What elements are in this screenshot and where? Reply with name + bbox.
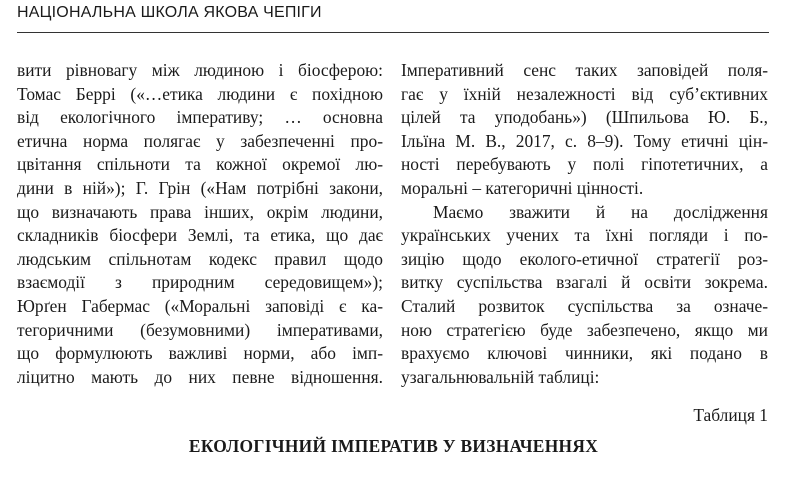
right-column [401,59,768,389]
table-label: Таблиця 1 [693,405,768,425]
text-line: українських учених та їхні погляди і по- [401,225,768,246]
text-line: що формулюють важливі норми, або імп- [17,343,383,364]
table-title: ЕКОЛОГІЧНИЙ ІМПЕРАТИВ У ВИЗНАЧЕННЯХ [188,436,599,456]
text-line: витку суспільства взагалі й освіти зокрема. [401,272,768,293]
text-line: узагальнювальній таблиці: [401,366,600,387]
text-line: ліцитно мають до них певне відношення. [17,366,383,387]
text-line: Юрґен Габермас («Моральні заповіді є ка- [17,295,383,316]
text-line: Маємо зважити й на дослідження [433,201,768,222]
text-line: від екологічного імперативу; … основна [17,107,383,128]
text-line: дини в ній»); Г. Грін («Нам потрібні закони, [17,177,383,198]
text-line: ною стратегією буде забезпечено, якщо ми [401,319,768,340]
text-line: моральні – категоричні цінності. [401,177,644,198]
text-line: що визначають права інших, окрім людини, [17,201,383,222]
running-header: НАЦІОНАЛЬНА ШКОЛА ЯКОВА ЧЕПІГИ [17,4,322,21]
text-line: взаємодії з природним середовищем»); [17,272,383,293]
text-line: складників біосфери Землі, та етика, що дає [17,225,383,246]
text-line: вити рівновагу між людиною і біосферою: [17,60,383,80]
text-line: людським спільнотам кодекс правил щодо [17,248,383,269]
text-line: етична норма полягає у забезпеченні про- [17,130,383,151]
text-line: Томас Беррі («…етика людини є похідною [17,83,383,104]
text-line: ності перебувають у полі гіпотетичних, а [401,154,768,175]
text-line: тегоричними (безумовними) імперативами, [17,319,383,340]
text-line: Ільїна М. В., 2017, с. 8–9). Тому етичні цін- [401,130,768,151]
text-line: Імперативний сенс таких заповідей поля- [401,60,768,80]
left-column [17,59,383,389]
text-line: цілей та уподобань») (Шпильова Ю. Б., [401,107,768,128]
text-line: цвітання спільноти та кожної окремої лю- [17,154,383,175]
text-line: гає у їхній незалежності від суб’єктивних [401,83,768,104]
text-line: Сталий розвиток суспільства за означе- [401,295,768,316]
text-line: зицію щодо еколого-етичної стратегії роз- [401,248,768,269]
header-rule [17,32,769,33]
text-line: врахуємо ключові чинники, які подано в [401,343,768,364]
